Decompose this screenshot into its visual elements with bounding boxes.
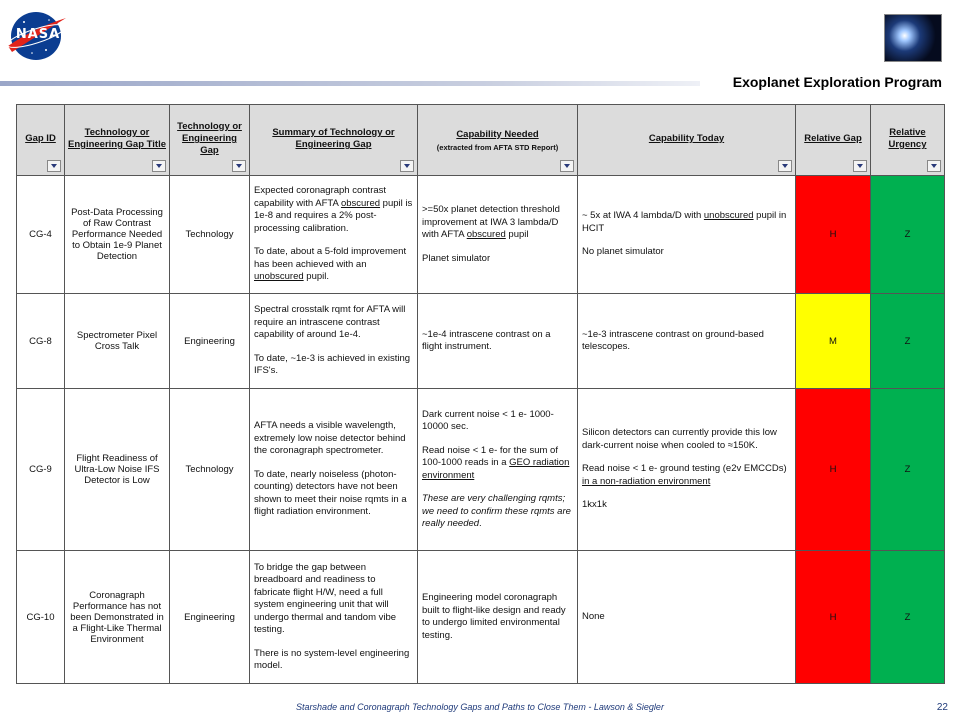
col-header-relative-urgency bbox=[871, 105, 945, 176]
today-paragraph bbox=[582, 463, 791, 488]
col-header-summary bbox=[250, 105, 418, 176]
today-paragraph: Silicon detectors can currently provide this low dark-current noise when cooled to ≈150K. bbox=[582, 427, 777, 451]
filter-dropdown-icon[interactable] bbox=[778, 160, 792, 172]
text-underlined: obscured bbox=[340, 197, 381, 209]
summary-paragraph: There is no system-level engineering model. bbox=[254, 647, 410, 671]
filter-dropdown-icon[interactable] bbox=[152, 160, 166, 172]
needed-paragraph: Engineering model coronagraph built to flight-like design and ready to undergo limited environmental testing. bbox=[422, 592, 566, 641]
needed-paragraph: Planet simulator bbox=[422, 252, 491, 264]
capability-needed-cell bbox=[418, 551, 578, 684]
relative-urgency-cell: Z bbox=[871, 389, 945, 551]
summary-paragraph: To date, nearly noiseless (photon-counting) detectors have not been shown to meet their noise rqmts in a flight radiation environment. bbox=[254, 468, 407, 518]
gap-id-cell: CG-8 bbox=[17, 294, 65, 389]
text: pupil bbox=[505, 229, 529, 240]
header-bar bbox=[0, 81, 700, 86]
text: Read noise < 1 e- ground testing (e2v EMCCDs) bbox=[582, 463, 787, 475]
gap-title-cell: Spectrometer Pixel Cross Talk bbox=[65, 294, 170, 389]
text: pupil in HCIT bbox=[582, 210, 787, 234]
gap-title-cell: Flight Readiness of Ultra-Low Noise IFS Detector is Low bbox=[65, 389, 170, 551]
filter-dropdown-icon[interactable] bbox=[853, 160, 867, 172]
col-header-label: Gap ID bbox=[25, 133, 56, 144]
gap-table-container bbox=[16, 104, 944, 682]
text: Read noise < 1 e- for the sum of 100-1000 reads in a bbox=[422, 444, 558, 468]
text: pupil is 1e-8 and requires a 2% post-processing calibration. bbox=[254, 197, 413, 234]
col-header-label: Relative Gap bbox=[804, 133, 862, 144]
summary-paragraph: To bridge the gap between breadboard and readiness to fabricate flight H/W, need a full system engineering unit that will undergo thermal and tandom vibe testing. bbox=[254, 561, 397, 635]
needed-paragraph: ~1e-4 intrascene contrast on a flight instrument. bbox=[422, 328, 551, 352]
summary-paragraph bbox=[254, 185, 413, 235]
needed-paragraph bbox=[422, 204, 573, 242]
relative-gap-cell: H bbox=[796, 176, 871, 294]
relative-gap-cell: M bbox=[796, 294, 871, 389]
today-paragraph: No planet simulator bbox=[582, 246, 664, 258]
summary-paragraph: AFTA needs a visible wavelength, extremely low noise detector behind the coronagraph spectrometer. bbox=[254, 420, 406, 457]
text-underlined: obscured bbox=[466, 229, 506, 240]
table-row bbox=[17, 389, 945, 551]
col-header-relative-gap bbox=[796, 105, 871, 176]
gap-type-cell: Engineering bbox=[170, 551, 250, 684]
text: >=50x planet detection threshold improvement at IWA 3 lambda/D with AFTA bbox=[422, 204, 560, 240]
today-paragraph: ~1e-3 intrascene contrast on ground-based telescopes. bbox=[582, 328, 764, 352]
gap-type-cell: Technology bbox=[170, 176, 250, 294]
capability-today-cell bbox=[578, 551, 796, 684]
filter-dropdown-icon[interactable] bbox=[47, 160, 61, 172]
text: ~ 5x at IWA 4 lambda/D with bbox=[582, 210, 704, 222]
text-italic: These are very challenging rqmts; we need to confirm these rqmts are really needed bbox=[422, 493, 571, 529]
col-header-gap-title bbox=[65, 105, 170, 176]
col-header-label: Technology or Engineering Gap Title bbox=[68, 127, 167, 150]
gap-type-cell: Engineering bbox=[170, 294, 250, 389]
relative-urgency-cell: Z bbox=[871, 176, 945, 294]
text: pupil. bbox=[303, 271, 330, 283]
capability-needed-cell bbox=[418, 176, 578, 294]
summary-paragraph: Spectral crosstalk rqmt for AFTA will require an intrascene contrast capability of around 1e-4. bbox=[254, 304, 406, 341]
gap-title-cell: Coronagraph Performance has not been Demonstrated in a Flight-Like Thermal Environment bbox=[65, 551, 170, 684]
capability-today-cell bbox=[578, 176, 796, 294]
col-header-sublabel: (extracted from AFTA STD Report) bbox=[436, 142, 559, 152]
col-header-label: Relative Urgency bbox=[888, 127, 927, 150]
summary-paragraph: To date, ~1e-3 is achieved in existing IFS's. bbox=[254, 352, 411, 377]
text: . bbox=[479, 518, 482, 529]
earth-image bbox=[884, 14, 942, 62]
text-underlined: in a non-radiation environment bbox=[582, 475, 711, 487]
sort-filter-icon[interactable] bbox=[927, 160, 941, 172]
col-header-label: Summary of Technology or Engineering Gap bbox=[272, 127, 395, 150]
program-title: Exoplanet Exploration Program bbox=[732, 74, 942, 90]
col-header-gap-id bbox=[17, 105, 65, 176]
gap-title-cell: Post-Data Processing of Raw Contrast Performance Needed to Obtain 1e-9 Planet Detection bbox=[65, 176, 170, 294]
relative-gap-cell: H bbox=[796, 389, 871, 551]
relative-urgency-cell: Z bbox=[871, 551, 945, 684]
gap-table bbox=[16, 104, 945, 684]
text-underlined: GEO radiation environment bbox=[422, 457, 570, 481]
text-underlined: unobscured bbox=[703, 210, 754, 222]
footer-citation: Starshade and Coronagraph Technology Gaps and Paths to Close Them - Lawson & Siegler bbox=[296, 702, 664, 712]
summary-cell bbox=[250, 294, 418, 389]
col-header-label: Capability Needed bbox=[456, 128, 539, 140]
col-header-gap-type bbox=[170, 105, 250, 176]
capability-needed-cell bbox=[418, 389, 578, 551]
table-row bbox=[17, 176, 945, 294]
today-paragraph bbox=[582, 210, 791, 235]
needed-paragraph: Dark current noise < 1 e- 1000-10000 sec. bbox=[422, 408, 554, 432]
col-header-label: Technology or Engineering Gap bbox=[177, 121, 242, 156]
filter-dropdown-icon[interactable] bbox=[560, 160, 574, 172]
capability-today-cell bbox=[578, 294, 796, 389]
gap-id-cell: CG-4 bbox=[17, 176, 65, 294]
needed-paragraph bbox=[422, 493, 573, 531]
today-paragraph: None bbox=[582, 610, 605, 622]
summary-cell bbox=[250, 551, 418, 684]
nasa-logo-text: NASA bbox=[15, 27, 61, 42]
relative-gap-cell: H bbox=[796, 551, 871, 684]
col-header-label: Capability Today bbox=[648, 133, 725, 144]
text: To date, about a 5-fold improvement has been achieved with an bbox=[254, 246, 407, 270]
gap-id-cell: CG-9 bbox=[17, 389, 65, 551]
col-header-capability-needed bbox=[418, 105, 578, 176]
col-header-capability-today bbox=[578, 105, 796, 176]
gap-id-cell: CG-10 bbox=[17, 551, 65, 684]
table-header-row bbox=[17, 105, 945, 176]
table-row bbox=[17, 294, 945, 389]
filter-dropdown-icon[interactable] bbox=[400, 160, 414, 172]
summary-paragraph bbox=[254, 246, 413, 284]
capability-today-cell bbox=[578, 389, 796, 551]
text-underlined: unobscured bbox=[254, 271, 304, 283]
needed-paragraph bbox=[422, 445, 573, 483]
summary-cell bbox=[250, 176, 418, 294]
filter-dropdown-icon[interactable] bbox=[232, 160, 246, 172]
summary-cell bbox=[250, 389, 418, 551]
today-paragraph: 1kx1k bbox=[582, 499, 607, 511]
gap-type-cell: Technology bbox=[170, 389, 250, 551]
text: Expected coronagraph contrast capability with AFTA bbox=[254, 185, 387, 209]
relative-urgency-cell: Z bbox=[871, 294, 945, 389]
capability-needed-cell bbox=[418, 294, 578, 389]
page-number: 22 bbox=[936, 702, 948, 713]
table-row bbox=[17, 551, 945, 684]
